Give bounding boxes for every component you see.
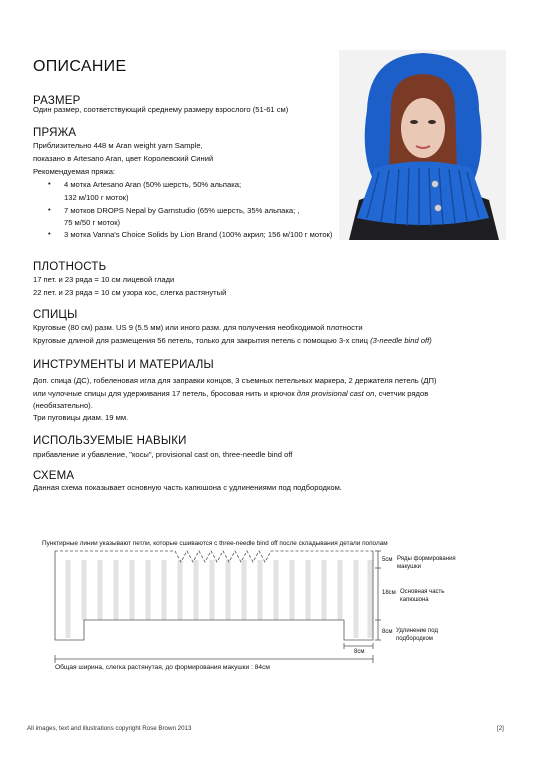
skills-text: прибавление и убавление, "косы", provisional cast on, three-needle bind off: [33, 450, 293, 459]
yarn-line: Рекомендуемая пряжа:: [33, 167, 116, 176]
yarn-line: Приблизительно 448 м Aran weight yarn Sample,: [33, 141, 203, 150]
needles-line-italic: (3-needle bind off): [370, 336, 432, 345]
needles-line: Круговые (80 см) разм. US 9 (5.5 мм) или иного разм. для получения необходимой плотности: [33, 323, 363, 332]
dim-bottom: 8см: [382, 629, 393, 635]
label-mid: Основная часть капюшона: [400, 589, 445, 603]
gauge-line: 17 пет. и 23 ряда = 10 см лицевой глади: [33, 275, 175, 284]
page-number: [2]: [497, 725, 504, 732]
size-heading: РАЗМЕР: [33, 95, 81, 107]
needles-heading: СПИЦЫ: [33, 309, 78, 321]
yarn-item-line: 132 м/100 г моток): [64, 193, 129, 202]
tools-heading: ИНСТРУМЕНТЫ И МАТЕРИАЛЫ: [33, 359, 214, 371]
diagram-top-note: Пунктирные линии указывают петли, которые сшиваются с three-needle bind off после складывания детали пополам: [42, 540, 388, 547]
tools-line: (необязательно).: [33, 401, 93, 410]
bullet-icon: •: [48, 179, 51, 188]
footer-copyright: All images, text and illustrations copyright Rose Brown 2013: [27, 725, 192, 732]
schema-text: Данная схема показывает основную часть капюшона с удлинениями под подбородком.: [33, 483, 342, 492]
size-text: Один размер, соответствующий среднему размеру взрослого (51-61 см): [33, 105, 289, 114]
tools-line-text: или чулочные спицы для удерживания 17 петель, бросовая нить и крючок: [33, 389, 295, 398]
tools-line: Три пуговицы диам. 19 мм.: [33, 413, 129, 422]
bullet-icon: •: [48, 229, 51, 238]
yarn-line: показано в Artesano Aran, цвет Королевский Синий: [33, 154, 214, 163]
yarn-item-line: 7 мотков DROPS Nepal by Garnstudio (65% шерсть, 35% альпака; ,: [64, 206, 300, 215]
dim-chin: 8см: [354, 649, 365, 655]
label-bottom: Удлинение под подбородком: [396, 628, 438, 642]
label-top: Ряды формирования макушки: [397, 556, 456, 570]
yarn-item-line: 75 м/50 г моток): [64, 218, 121, 227]
yarn-item-line: 4 мотка Artesano Aran (50% шерсть, 50% альпака;: [64, 180, 242, 189]
skills-heading: ИСПОЛЬЗУЕМЫЕ НАВЫКИ: [33, 435, 187, 447]
tools-line-text: , счетчик рядов: [374, 389, 429, 398]
gauge-heading: ПЛОТНОСТЬ: [33, 261, 107, 273]
schema-heading: СХЕМА: [33, 470, 75, 482]
needles-line-text: Круговые длиной для размещения 56 петель, только для закрытия петель с помощью 3-х спиц: [33, 336, 369, 345]
diagram-bottom-note: Общая ширина, слегка растянутая, до формирования макушки : 84см: [55, 664, 270, 671]
tools-line: Доп. спица (ДС), гобеленовая игла для заправки концов, 3 съемных петельных маркера, 2 держателя петель (ДП): [33, 376, 437, 385]
dim-top: 5см: [382, 557, 393, 563]
yarn-heading: ПРЯЖА: [33, 127, 77, 139]
tools-line-italic: для provisional cast on: [296, 389, 375, 398]
yarn-item-line: 3 мотка Vanna's Choice Solids by Lion Brand (100% акрил; 156 м/100 г моток): [64, 230, 333, 239]
bullet-icon: •: [48, 205, 51, 214]
gauge-line: 22 пет. и 23 ряда = 10 см узора кос, слегка растянутый: [33, 288, 227, 297]
dim-mid: 18см: [382, 590, 396, 596]
page-title: ОПИСАНИЕ: [33, 58, 127, 75]
